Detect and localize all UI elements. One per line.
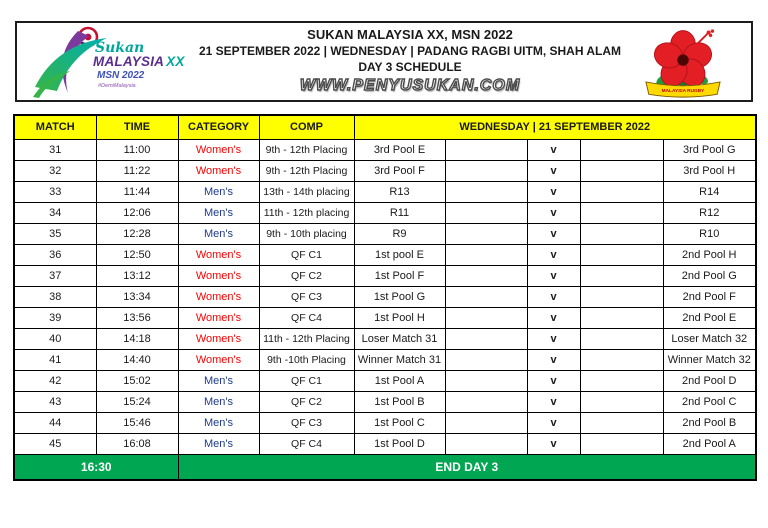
match-number-cell: 35 (14, 223, 96, 244)
match-row (14, 286, 756, 307)
home-score-cell (445, 328, 527, 349)
versus-cell: v (527, 244, 580, 265)
home-score-cell (445, 433, 527, 454)
col-header-time: TIME (96, 115, 178, 139)
time-cell: 14:40 (96, 349, 178, 370)
home-team-cell: 1st Pool H (354, 307, 445, 328)
home-score-cell (445, 391, 527, 412)
match-number-cell: 36 (14, 244, 96, 265)
schedule-body (14, 139, 756, 454)
time-cell: 12:28 (96, 223, 178, 244)
category-cell: Men's (178, 412, 259, 433)
category-cell: Women's (178, 160, 259, 181)
header-titles (191, 27, 629, 96)
home-score-cell (445, 412, 527, 433)
away-team-cell: 2nd Pool A (663, 433, 756, 454)
versus-cell: v (527, 265, 580, 286)
match-number-cell: 37 (14, 265, 96, 286)
match-row (14, 265, 756, 286)
home-team-cell: R13 (354, 181, 445, 202)
match-row (14, 370, 756, 391)
away-team-cell: R12 (663, 202, 756, 223)
comp-cell: QF C3 (259, 412, 354, 433)
day-schedule-label: DAY 3 SCHEDULE (358, 60, 462, 75)
match-row (14, 391, 756, 412)
away-score-cell (580, 181, 663, 202)
away-team-cell: 2nd Pool H (663, 244, 756, 265)
col-header-match: MATCH (14, 115, 96, 139)
category-cell: Women's (178, 286, 259, 307)
match-row (14, 349, 756, 370)
event-date-venue: 21 SEPTEMBER 2022 | WEDNESDAY | PADANG RAGBI UITM, SHAH ALAM (198, 44, 622, 59)
day3-schedule-table (13, 114, 757, 481)
home-team-cell: 3rd Pool E (354, 139, 445, 160)
match-row (14, 223, 756, 244)
home-team-cell: R11 (354, 202, 445, 223)
versus-cell: v (527, 286, 580, 307)
match-number-cell: 43 (14, 391, 96, 412)
match-number-cell: 44 (14, 412, 96, 433)
away-team-cell: Loser Match 32 (663, 328, 756, 349)
home-team-cell: 1st Pool D (354, 433, 445, 454)
category-cell: Women's (178, 139, 259, 160)
category-cell: Women's (178, 349, 259, 370)
category-cell: Men's (178, 433, 259, 454)
match-row (14, 244, 756, 265)
match-number-cell: 39 (14, 307, 96, 328)
comp-cell: 11th - 12th placing (259, 202, 354, 223)
away-score-cell (580, 139, 663, 160)
away-team-cell: 2nd Pool F (663, 286, 756, 307)
time-cell: 15:46 (96, 412, 178, 433)
home-team-cell: 1st Pool C (354, 412, 445, 433)
time-cell: 15:02 (96, 370, 178, 391)
comp-cell: 9th - 12th Placing (259, 160, 354, 181)
away-team-cell: 3rd Pool G (663, 139, 756, 160)
category-cell: Men's (178, 181, 259, 202)
col-header-date: WEDNESDAY | 21 SEPTEMBER 2022 (354, 115, 756, 139)
home-score-cell (445, 244, 527, 265)
away-score-cell (580, 328, 663, 349)
end-day-label-cell: END DAY 3 (178, 454, 756, 480)
home-team-cell: 3rd Pool F (354, 160, 445, 181)
match-number-cell: 45 (14, 433, 96, 454)
away-score-cell (580, 412, 663, 433)
time-cell: 13:34 (96, 286, 178, 307)
match-row (14, 412, 756, 433)
home-team-cell: 1st Pool A (354, 370, 445, 391)
time-cell: 11:00 (96, 139, 178, 160)
comp-cell: 11th - 12th Placing (259, 328, 354, 349)
category-cell: Men's (178, 391, 259, 412)
col-header-comp: COMP (259, 115, 354, 139)
time-cell: 12:06 (96, 202, 178, 223)
time-cell: 12:50 (96, 244, 178, 265)
logo-name: MALAYSIA XX (93, 53, 185, 69)
versus-cell: v (527, 370, 580, 391)
away-team-cell: 2nd Pool G (663, 265, 756, 286)
home-score-cell (445, 370, 527, 391)
logo-sub: MSN 2022 (97, 69, 145, 81)
event-header (15, 21, 753, 102)
away-team-cell: 2nd Pool C (663, 391, 756, 412)
match-row (14, 139, 756, 160)
col-header-category: CATEGORY (178, 115, 259, 139)
time-cell: 13:12 (96, 265, 178, 286)
match-number-cell: 41 (14, 349, 96, 370)
comp-cell: 9th - 10th placing (259, 223, 354, 244)
comp-cell: QF C1 (259, 244, 354, 265)
match-number-cell: 34 (14, 202, 96, 223)
away-team-cell: R14 (663, 181, 756, 202)
home-score-cell (445, 265, 527, 286)
comp-cell: QF C3 (259, 286, 354, 307)
comp-cell: QF C2 (259, 391, 354, 412)
home-score-cell (445, 307, 527, 328)
home-team-cell: Winner Match 31 (354, 349, 445, 370)
versus-cell: v (527, 307, 580, 328)
home-score-cell (445, 160, 527, 181)
time-cell: 13:56 (96, 307, 178, 328)
comp-cell: QF C1 (259, 370, 354, 391)
comp-cell: 9th - 12th Placing (259, 139, 354, 160)
away-score-cell (580, 202, 663, 223)
table-header-row (14, 115, 756, 139)
match-row (14, 181, 756, 202)
home-team-cell: 1st Pool B (354, 391, 445, 412)
logo-script-word: Sukan (95, 39, 145, 56)
home-score-cell (445, 349, 527, 370)
away-team-cell: Winner Match 32 (663, 349, 756, 370)
comp-cell: QF C4 (259, 433, 354, 454)
match-number-cell: 33 (14, 181, 96, 202)
rugby-banner-text: MALAYSIA RUGBY (661, 88, 705, 94)
match-number-cell: 31 (14, 139, 96, 160)
home-score-cell (445, 286, 527, 307)
away-team-cell: 2nd Pool D (663, 370, 756, 391)
versus-cell: v (527, 202, 580, 223)
away-score-cell (580, 223, 663, 244)
match-number-cell: 38 (14, 286, 96, 307)
category-cell: Men's (178, 202, 259, 223)
away-team-cell: 2nd Pool B (663, 412, 756, 433)
sukan-malaysia-logo (31, 25, 191, 99)
time-cell: 15:24 (96, 391, 178, 412)
time-cell: 11:22 (96, 160, 178, 181)
versus-cell: v (527, 328, 580, 349)
match-row (14, 307, 756, 328)
versus-cell: v (527, 139, 580, 160)
match-number-cell: 32 (14, 160, 96, 181)
home-score-cell (445, 202, 527, 223)
home-team-cell: 1st Pool F (354, 265, 445, 286)
home-team-cell: Loser Match 31 (354, 328, 445, 349)
event-title: SUKAN MALAYSIA XX, MSN 2022 (307, 26, 513, 42)
time-cell: 11:44 (96, 181, 178, 202)
away-score-cell (580, 286, 663, 307)
category-cell: Women's (178, 265, 259, 286)
category-cell: Women's (178, 307, 259, 328)
home-team-cell: R9 (354, 223, 445, 244)
home-score-cell (445, 181, 527, 202)
away-team-cell: 3rd Pool H (663, 160, 756, 181)
match-row (14, 433, 756, 454)
match-number-cell: 42 (14, 370, 96, 391)
comp-cell: 13th - 14th placing (259, 181, 354, 202)
versus-cell: v (527, 181, 580, 202)
away-score-cell (580, 307, 663, 328)
versus-cell: v (527, 223, 580, 244)
category-cell: Women's (178, 328, 259, 349)
home-score-cell (445, 223, 527, 244)
comp-cell: 9th -10th Placing (259, 349, 354, 370)
logo-tagline: #DemiMalaysia (98, 82, 136, 89)
versus-cell: v (527, 433, 580, 454)
category-cell: Women's (178, 244, 259, 265)
away-score-cell (580, 433, 663, 454)
comp-cell: QF C4 (259, 307, 354, 328)
end-time-cell: 16:30 (14, 454, 178, 480)
category-cell: Men's (178, 370, 259, 391)
home-team-cell: 1st Pool G (354, 286, 445, 307)
versus-cell: v (527, 349, 580, 370)
comp-cell: QF C2 (259, 265, 354, 286)
website-url: WWW.PENYUSUKAN.COM (299, 77, 521, 95)
away-score-cell (580, 160, 663, 181)
match-row (14, 160, 756, 181)
away-score-cell (580, 391, 663, 412)
away-team-cell: R10 (663, 223, 756, 244)
end-day-row (14, 454, 756, 480)
away-score-cell (580, 349, 663, 370)
home-team-cell: 1st pool E (354, 244, 445, 265)
away-score-cell (580, 265, 663, 286)
malaysia-rugby-logo (629, 24, 737, 100)
match-number-cell: 40 (14, 328, 96, 349)
category-cell: Men's (178, 223, 259, 244)
versus-cell: v (527, 412, 580, 433)
time-cell: 16:08 (96, 433, 178, 454)
home-score-cell (445, 139, 527, 160)
match-row (14, 328, 756, 349)
time-cell: 14:18 (96, 328, 178, 349)
away-score-cell (580, 244, 663, 265)
hibiscus-flower-icon (651, 29, 715, 94)
away-score-cell (580, 370, 663, 391)
match-row (14, 202, 756, 223)
versus-cell: v (527, 391, 580, 412)
away-team-cell: 2nd Pool E (663, 307, 756, 328)
versus-cell: v (527, 160, 580, 181)
